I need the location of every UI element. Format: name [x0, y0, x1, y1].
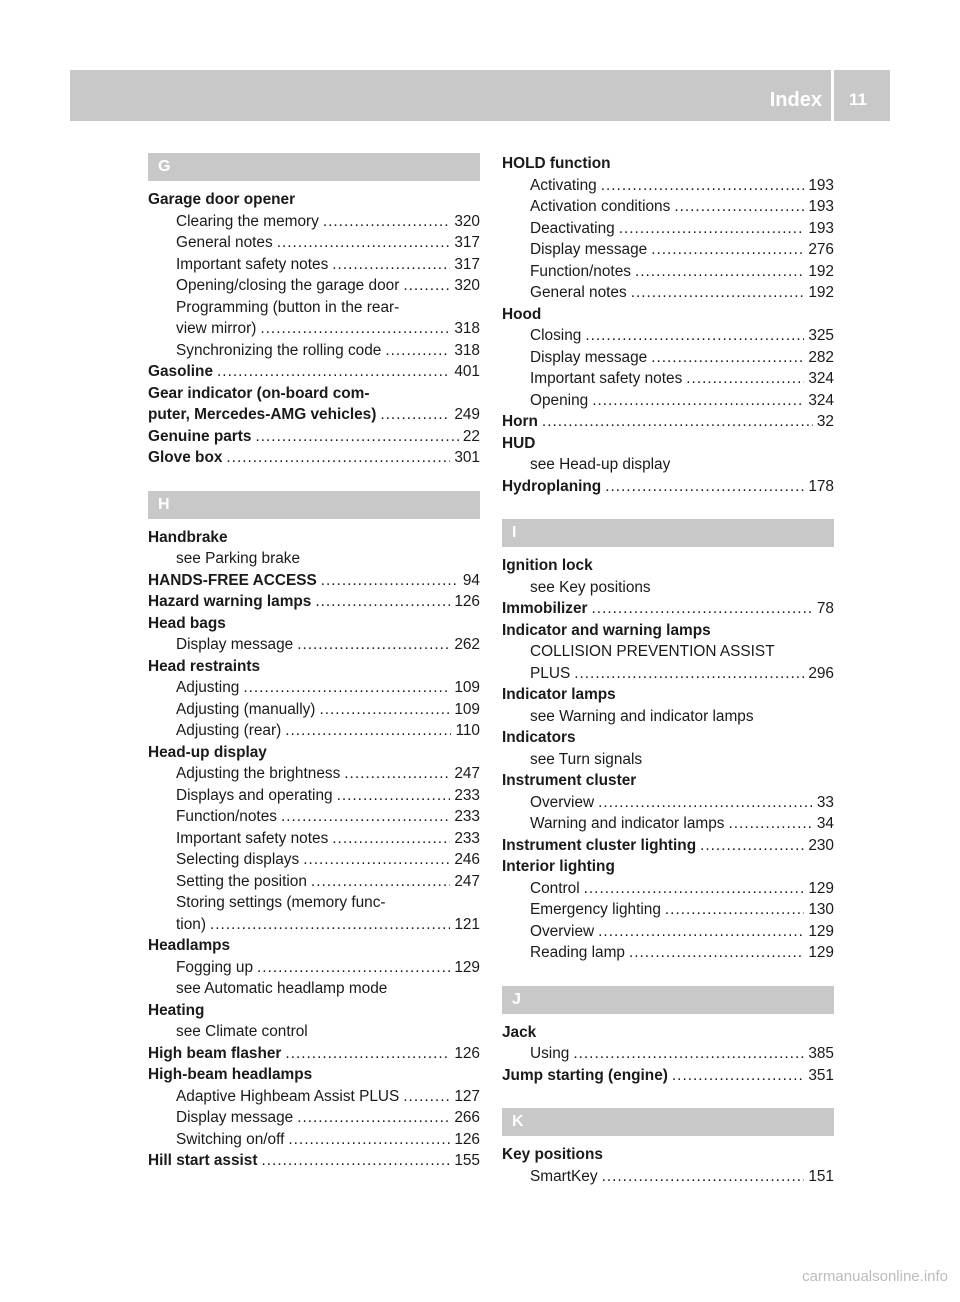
entry-text: Display message: [176, 636, 294, 653]
index-subentry: [502, 368, 834, 390]
page-reference: 126: [454, 1044, 480, 1062]
entry-text: Clearing the memory: [176, 212, 319, 230]
entry-text: Head-up display: [148, 743, 267, 761]
index-entry: [148, 935, 480, 957]
leader-dots: [217, 361, 450, 383]
page-reference: 324: [808, 391, 834, 409]
page-reference: 192: [808, 284, 834, 301]
entry-text: Gear indicator (on-board com-: [148, 384, 370, 402]
entry-text: Key positions: [502, 1146, 603, 1163]
index-subentry: [502, 921, 834, 943]
leader-dots: [344, 763, 450, 785]
entry-text: Hydroplaning: [502, 477, 602, 495]
page-reference: 126: [454, 593, 480, 610]
index-column-left: [148, 153, 480, 1172]
entry-text: Hazard warning lamps: [148, 593, 312, 610]
page-reference: 129: [454, 958, 480, 976]
entry-text: Function/notes: [176, 808, 277, 825]
leader-dots: [319, 699, 450, 721]
index-subentry: [502, 577, 834, 599]
entry-text: Using: [530, 1045, 570, 1062]
page-reference: 282: [808, 348, 834, 366]
page-reference: 249: [454, 406, 480, 423]
page-reference: 317: [454, 255, 480, 273]
leader-dots: [629, 942, 804, 964]
leader-dots: [631, 282, 805, 304]
index-subentry: [502, 261, 834, 283]
page-reference: 129: [808, 944, 834, 961]
entry-text: see Climate control: [176, 1023, 308, 1040]
leader-dots: [674, 196, 804, 218]
entry-text: Garage door opener: [148, 191, 296, 208]
page-reference: 233: [454, 829, 480, 847]
leader-dots: [584, 878, 805, 900]
entry-text: Heating: [148, 1001, 205, 1019]
page-reference: 192: [808, 262, 834, 280]
entry-text: Indicator lamps: [502, 686, 616, 703]
index-subentry: [148, 254, 480, 276]
index-subentry: [148, 1129, 480, 1151]
index-entry: [502, 153, 834, 175]
page-reference: 351: [808, 1066, 834, 1084]
leader-dots: [403, 1086, 450, 1108]
page-reference: 34: [816, 815, 834, 832]
entry-text: HOLD function: [502, 155, 611, 172]
entry-text: Instrument cluster: [502, 772, 637, 789]
entry-text: HANDS-FREE ACCESS: [148, 571, 317, 589]
letter-heading: K: [502, 1108, 834, 1136]
leader-dots: [288, 1129, 450, 1151]
leader-dots: [598, 921, 804, 943]
index-entry: [502, 476, 834, 498]
entry-text: Adjusting (manually): [176, 700, 316, 718]
index-subentry: [502, 175, 834, 197]
index-subentry: [502, 282, 834, 304]
leader-dots: [311, 871, 450, 893]
index-entry: [148, 527, 480, 549]
entry-text: High-beam headlamps: [148, 1066, 313, 1083]
leader-dots: [277, 232, 451, 254]
entry-text: Setting the position: [176, 872, 307, 890]
index-subentry: [502, 1166, 834, 1188]
letter-heading: J: [502, 986, 834, 1014]
index-entry: [148, 361, 480, 383]
index-subentry: [148, 1021, 480, 1043]
leader-dots: [672, 1065, 804, 1087]
leader-dots: [210, 914, 450, 936]
page-reference: 325: [808, 327, 834, 344]
leader-dots: [665, 899, 804, 921]
entry-text: Closing: [530, 327, 582, 344]
index-entry: [502, 1144, 834, 1166]
index-subentry: [148, 699, 480, 721]
leader-dots: [297, 1107, 450, 1129]
page-reference: 109: [454, 679, 480, 696]
leader-dots: [226, 447, 450, 469]
entry-text: Important safety notes: [176, 255, 329, 273]
leader-dots: [285, 1043, 450, 1065]
page-reference: 155: [454, 1152, 480, 1169]
page-reference: 301: [454, 449, 480, 466]
leader-dots: [574, 663, 804, 685]
entry-text: Deactivating: [530, 219, 615, 237]
entry-text: Display message: [176, 1109, 294, 1126]
entry-text: Instrument cluster lighting: [502, 836, 697, 854]
index-subentry: [148, 211, 480, 233]
entry-text: Warning and indicator lamps: [530, 815, 725, 832]
letter-heading: G: [148, 153, 480, 181]
index-entry: [502, 411, 834, 433]
index-entry: [148, 656, 480, 678]
entry-text: Overview: [530, 793, 595, 811]
leader-dots: [321, 570, 459, 592]
entry-text: Gasoline: [148, 363, 214, 380]
entry-text: view mirror): [176, 320, 257, 337]
entry-text: Glove box: [148, 449, 223, 466]
entry-text: Important safety notes: [530, 370, 683, 387]
entry-text: Opening: [530, 391, 589, 409]
page-reference: 32: [816, 413, 834, 430]
entry-text: Activation conditions: [530, 198, 671, 215]
index-subentry: [148, 340, 480, 362]
page-reference: 193: [808, 219, 834, 237]
letter-heading: I: [502, 519, 834, 547]
leader-dots: [602, 1166, 805, 1188]
index-subentry: [502, 641, 834, 663]
entry-text: Head bags: [148, 614, 226, 632]
index-entry: [502, 620, 834, 642]
page-reference: 22: [462, 427, 480, 445]
entry-text: Switching on/off: [176, 1130, 285, 1148]
index-entry: [148, 1064, 480, 1086]
index-entry: [148, 570, 480, 592]
entry-text: see Automatic headlamp mode: [176, 980, 388, 997]
leader-dots: [403, 275, 450, 297]
page-reference: 129: [808, 879, 834, 897]
index-entry: [148, 613, 480, 635]
index-subentry: [148, 634, 480, 656]
page-reference: 317: [454, 234, 480, 251]
page-reference: 401: [454, 363, 480, 380]
index-entry: [148, 426, 480, 448]
entry-text: puter, Mercedes-AMG vehicles): [148, 406, 377, 423]
index-subentry: [502, 663, 834, 685]
entry-text: General notes: [530, 284, 627, 301]
leader-dots: [332, 254, 450, 276]
index-subentry: [148, 871, 480, 893]
entry-text: PLUS: [530, 664, 571, 682]
entry-text: COLLISION PREVENTION ASSIST: [530, 643, 775, 660]
leader-dots: [303, 849, 450, 871]
page-reference: 126: [454, 1130, 480, 1148]
index-subentry: [502, 792, 834, 814]
index-subentry: [502, 878, 834, 900]
index-entry: [502, 835, 834, 857]
entry-text: see Parking brake: [176, 550, 301, 567]
page-reference: 178: [808, 477, 834, 495]
entry-text: Overview: [530, 922, 595, 940]
index-entry: [148, 404, 480, 426]
index-subentry: [148, 548, 480, 570]
entry-text: Function/notes: [530, 262, 631, 280]
leader-dots: [297, 634, 450, 656]
index-entry: [502, 433, 834, 455]
index-subentry: [148, 1107, 480, 1129]
page-reference: 193: [808, 198, 834, 215]
page-reference: 151: [808, 1167, 834, 1185]
page-reference: 276: [808, 241, 834, 258]
index-subentry: [148, 763, 480, 785]
page-reference: 320: [454, 212, 480, 230]
index-subentry: [502, 1043, 834, 1065]
leader-dots: [337, 785, 451, 807]
index-subentry: [502, 239, 834, 261]
entry-text: Immobilizer: [502, 600, 588, 617]
index-subentry: [148, 978, 480, 1000]
page-reference: 324: [808, 370, 834, 387]
entry-text: Control: [530, 879, 580, 897]
letter-heading: H: [148, 491, 480, 519]
entry-text: tion): [176, 915, 206, 933]
leader-dots: [262, 1150, 451, 1172]
entry-text: SmartKey: [530, 1167, 598, 1185]
watermark: carmanualsonline.info: [802, 1268, 948, 1285]
leader-dots: [728, 813, 812, 835]
entry-text: Displays and operating: [176, 786, 333, 804]
entry-text: Head restraints: [148, 657, 261, 675]
entry-text: Programming (button in the rear-: [176, 298, 400, 316]
leader-dots: [598, 792, 813, 814]
entry-text: Hill start assist: [148, 1152, 258, 1169]
entry-text: see Head-up display: [530, 456, 671, 473]
index-subentry: [502, 706, 834, 728]
page-reference: 109: [454, 700, 480, 718]
entry-text: Reading lamp: [530, 944, 625, 961]
leader-dots: [700, 835, 804, 857]
leader-dots: [281, 806, 450, 828]
entry-text: Horn: [502, 413, 538, 430]
leader-dots: [332, 828, 450, 850]
entry-text: Adjusting (rear): [176, 722, 282, 739]
leader-dots: [255, 426, 458, 448]
index-entry: [148, 742, 480, 764]
header-divider: [831, 70, 834, 121]
page-reference: 233: [454, 808, 480, 825]
index-subentry: [502, 749, 834, 771]
index-subentry: [502, 196, 834, 218]
leader-dots: [619, 218, 805, 240]
index-entry: [148, 591, 480, 613]
page-reference: 130: [808, 901, 834, 918]
index-entry: [148, 1043, 480, 1065]
entry-text: Indicator and warning lamps: [502, 621, 711, 639]
page-reference: 110: [455, 722, 480, 739]
index-entry: [502, 684, 834, 706]
leader-dots: [243, 677, 450, 699]
index-subentry: [148, 297, 480, 319]
page-reference: 94: [462, 571, 480, 589]
entry-text: Emergency lighting: [530, 901, 661, 918]
index-subentry: [148, 677, 480, 699]
leader-dots: [260, 318, 450, 340]
page-reference: 318: [454, 320, 480, 337]
index-entry: [502, 304, 834, 326]
page-reference: 318: [454, 341, 480, 359]
index-entry: [502, 1065, 834, 1087]
index-subentry: [502, 218, 834, 240]
leader-dots: [601, 175, 805, 197]
index-entry: [502, 555, 834, 577]
entry-text: Adjusting the brightness: [176, 765, 341, 782]
page-reference: 247: [454, 765, 480, 782]
index-subentry: [148, 1086, 480, 1108]
entry-text: HUD: [502, 434, 536, 452]
entry-text: Handbrake: [148, 528, 228, 546]
index-column-right: [502, 153, 834, 1187]
index-subentry: [148, 275, 480, 297]
page-reference: 78: [816, 600, 834, 617]
index-entry: [502, 598, 834, 620]
entry-text: Indicators: [502, 729, 576, 746]
leader-dots: [585, 325, 804, 347]
leader-dots: [651, 239, 804, 261]
leader-dots: [285, 720, 451, 742]
page-number: 11: [849, 90, 867, 109]
index-subentry: [148, 232, 480, 254]
leader-dots: [380, 404, 450, 426]
page-reference: 127: [454, 1087, 480, 1105]
entry-text: Fogging up: [176, 958, 254, 976]
entry-text: Adaptive Highbeam Assist PLUS: [176, 1087, 400, 1105]
leader-dots: [651, 347, 804, 369]
entry-text: Selecting displays: [176, 851, 300, 868]
leader-dots: [315, 591, 450, 613]
index-subentry: [502, 325, 834, 347]
page-reference: 262: [454, 636, 480, 653]
index-subentry: [148, 849, 480, 871]
index-entry: [502, 1022, 834, 1044]
leader-dots: [257, 957, 450, 979]
index-entry: [502, 770, 834, 792]
leader-dots: [323, 211, 450, 233]
index-subentry: [502, 390, 834, 412]
entry-text: General notes: [176, 234, 273, 251]
index-subentry: [502, 899, 834, 921]
index-entry: [148, 383, 480, 405]
index-subentry: [148, 785, 480, 807]
leader-dots: [605, 476, 804, 498]
index-subentry: [148, 957, 480, 979]
page-reference: 320: [454, 277, 480, 294]
entry-text: Opening/closing the garage door: [176, 277, 400, 294]
index-subentry: [148, 806, 480, 828]
entry-text: High beam flasher: [148, 1044, 282, 1062]
page-reference: 247: [454, 872, 480, 890]
leader-dots: [686, 368, 804, 390]
index-subentry: [502, 942, 834, 964]
entry-text: Important safety notes: [176, 829, 329, 847]
entry-text: see Key positions: [530, 578, 651, 596]
entry-text: Activating: [530, 176, 597, 194]
page-reference: 266: [454, 1109, 480, 1126]
index-subentry: [148, 828, 480, 850]
leader-dots: [542, 411, 813, 433]
leader-dots: [592, 598, 813, 620]
page-reference: 121: [454, 915, 480, 933]
index-entry: [502, 856, 834, 878]
entry-text: Synchronizing the rolling code: [176, 341, 382, 359]
leader-dots: [385, 340, 450, 362]
entry-text: see Warning and indicator lamps: [530, 707, 754, 725]
entry-text: Jump starting (engine): [502, 1066, 668, 1084]
page-reference: 193: [808, 176, 834, 194]
entry-text: Headlamps: [148, 937, 231, 954]
entry-text: Storing settings (memory func-: [176, 894, 386, 911]
index-subentry: [502, 813, 834, 835]
section-title: Index: [769, 89, 822, 111]
page-reference: 233: [454, 786, 480, 804]
index-subentry: [148, 318, 480, 340]
page-reference: 33: [816, 793, 834, 811]
page-reference: 246: [454, 851, 480, 868]
index-subentry: [148, 914, 480, 936]
page-reference: 129: [808, 922, 834, 940]
entry-text: see Turn signals: [530, 750, 643, 768]
index-entry: [148, 1150, 480, 1172]
index-entry: [502, 727, 834, 749]
index-subentry: [502, 347, 834, 369]
entry-text: Adjusting: [176, 679, 240, 696]
index-subentry: [148, 720, 480, 742]
entry-text: Interior lighting: [502, 858, 615, 875]
page-reference: 385: [808, 1045, 834, 1062]
entry-text: Ignition lock: [502, 557, 593, 574]
index-subentry: [148, 892, 480, 914]
page-reference: 230: [808, 836, 834, 854]
entry-text: Display message: [530, 241, 648, 258]
entry-text: Genuine parts: [148, 427, 252, 445]
leader-dots: [635, 261, 804, 283]
index-entry: [148, 189, 480, 211]
entry-text: Hood: [502, 305, 542, 323]
index-entry: [148, 1000, 480, 1022]
index-entry: [148, 447, 480, 469]
entry-text: Jack: [502, 1023, 537, 1041]
leader-dots: [592, 390, 804, 412]
index-subentry: [502, 454, 834, 476]
entry-text: Display message: [530, 348, 648, 366]
leader-dots: [573, 1043, 804, 1065]
page-reference: 296: [808, 664, 834, 682]
